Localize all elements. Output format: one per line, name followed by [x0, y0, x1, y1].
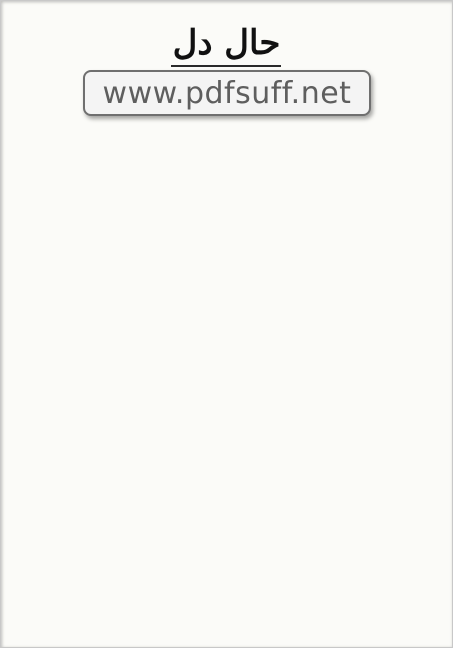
- watermark-text: www.pdfsuff.net: [102, 75, 352, 111]
- body-paragraph: [31, 125, 424, 200]
- body-paragraph: [31, 525, 424, 625]
- body-paragraph: [31, 200, 424, 325]
- article-body: [31, 125, 424, 637]
- body-paragraph: [31, 375, 424, 425]
- body-paragraph: [31, 425, 424, 525]
- page-title: حال دل: [172, 23, 281, 63]
- title-underline-divider: [171, 65, 281, 67]
- body-paragraph: [31, 325, 424, 375]
- watermark-banner: [83, 70, 371, 116]
